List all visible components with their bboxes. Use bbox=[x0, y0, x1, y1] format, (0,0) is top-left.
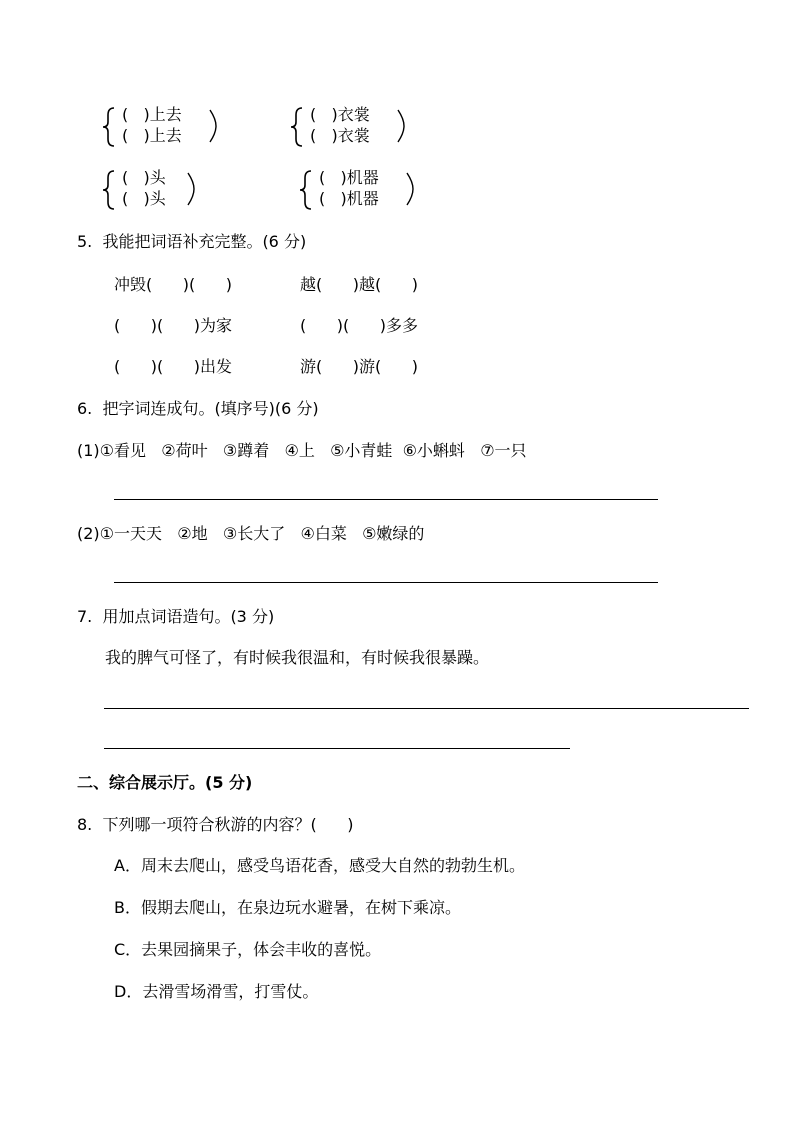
left-brace-icon bbox=[297, 170, 315, 210]
fill-pair-row: ( )头 bbox=[122, 168, 166, 187]
q6-title: 6. 把字词连成句。(填序号)(6 分) bbox=[77, 399, 319, 418]
q7-title: 7. 用加点词语造句。(3 分) bbox=[77, 607, 275, 626]
q8-option-c: C．去果园摘果子，体会丰收的喜悦。 bbox=[114, 940, 382, 959]
q5-item: ( )( )出发 bbox=[114, 357, 233, 376]
right-bracket-icon bbox=[186, 172, 196, 206]
fill-pair-3 bbox=[100, 168, 260, 212]
q5-item: 游( )游( ) bbox=[300, 357, 419, 376]
q5-item: ( )( )多多 bbox=[300, 316, 419, 335]
q5-title: 5. 我能把词语补充完整。(6 分) bbox=[77, 232, 307, 251]
left-brace-icon bbox=[288, 107, 306, 147]
answer-line[interactable] bbox=[114, 582, 658, 583]
right-bracket-icon bbox=[396, 109, 406, 143]
right-bracket-icon bbox=[208, 109, 218, 143]
fill-pair-row: ( )机器 bbox=[319, 189, 379, 208]
q5-item: 越( )越( ) bbox=[300, 275, 419, 294]
q7-sentence: 我的脾气可怪了，有时候我很温和，有时候我很暴躁。 bbox=[105, 648, 490, 667]
section-title: 二、综合展示厅。(5 分) bbox=[77, 773, 253, 792]
answer-line[interactable] bbox=[104, 748, 570, 749]
fill-pair-row: ( )衣裳 bbox=[310, 105, 370, 124]
answer-line[interactable] bbox=[114, 499, 658, 500]
q6-item-1: (1)①看见 ②荷叶 ③蹲着 ④上 ⑤小青蛙 ⑥小蝌蚪 ⑦一只 bbox=[77, 441, 527, 460]
fill-pair-row: ( )衣裳 bbox=[310, 126, 370, 145]
fill-pair-row: ( )头 bbox=[122, 189, 166, 208]
left-brace-icon bbox=[100, 170, 118, 210]
q8-option-a: A．周末去爬山，感受鸟语花香，感受大自然的勃勃生机。 bbox=[114, 856, 525, 875]
q5-item: 冲毁( )( ) bbox=[114, 275, 233, 294]
answer-line[interactable] bbox=[104, 708, 749, 709]
fill-pair-row: ( )上去 bbox=[122, 105, 182, 124]
fill-pair-2 bbox=[288, 105, 448, 149]
q5-item: ( )( )为家 bbox=[114, 316, 233, 335]
fill-pair-4 bbox=[297, 168, 457, 212]
q8-option-b: B．假期去爬山，在泉边玩水避暑，在树下乘凉。 bbox=[114, 898, 461, 917]
fill-pair-row: ( )机器 bbox=[319, 168, 379, 187]
right-bracket-icon bbox=[405, 172, 415, 206]
left-brace-icon bbox=[100, 107, 118, 147]
fill-pair-1 bbox=[100, 105, 260, 149]
fill-pair-row: ( )上去 bbox=[122, 126, 182, 145]
q8-title: 8. 下列哪一项符合秋游的内容？( ) bbox=[77, 815, 354, 834]
q8-option-d: D．去滑雪场滑雪，打雪仗。 bbox=[114, 982, 319, 1001]
q6-item-2: (2)①一天天 ②地 ③长大了 ④白菜 ⑤嫩绿的 bbox=[77, 524, 425, 543]
